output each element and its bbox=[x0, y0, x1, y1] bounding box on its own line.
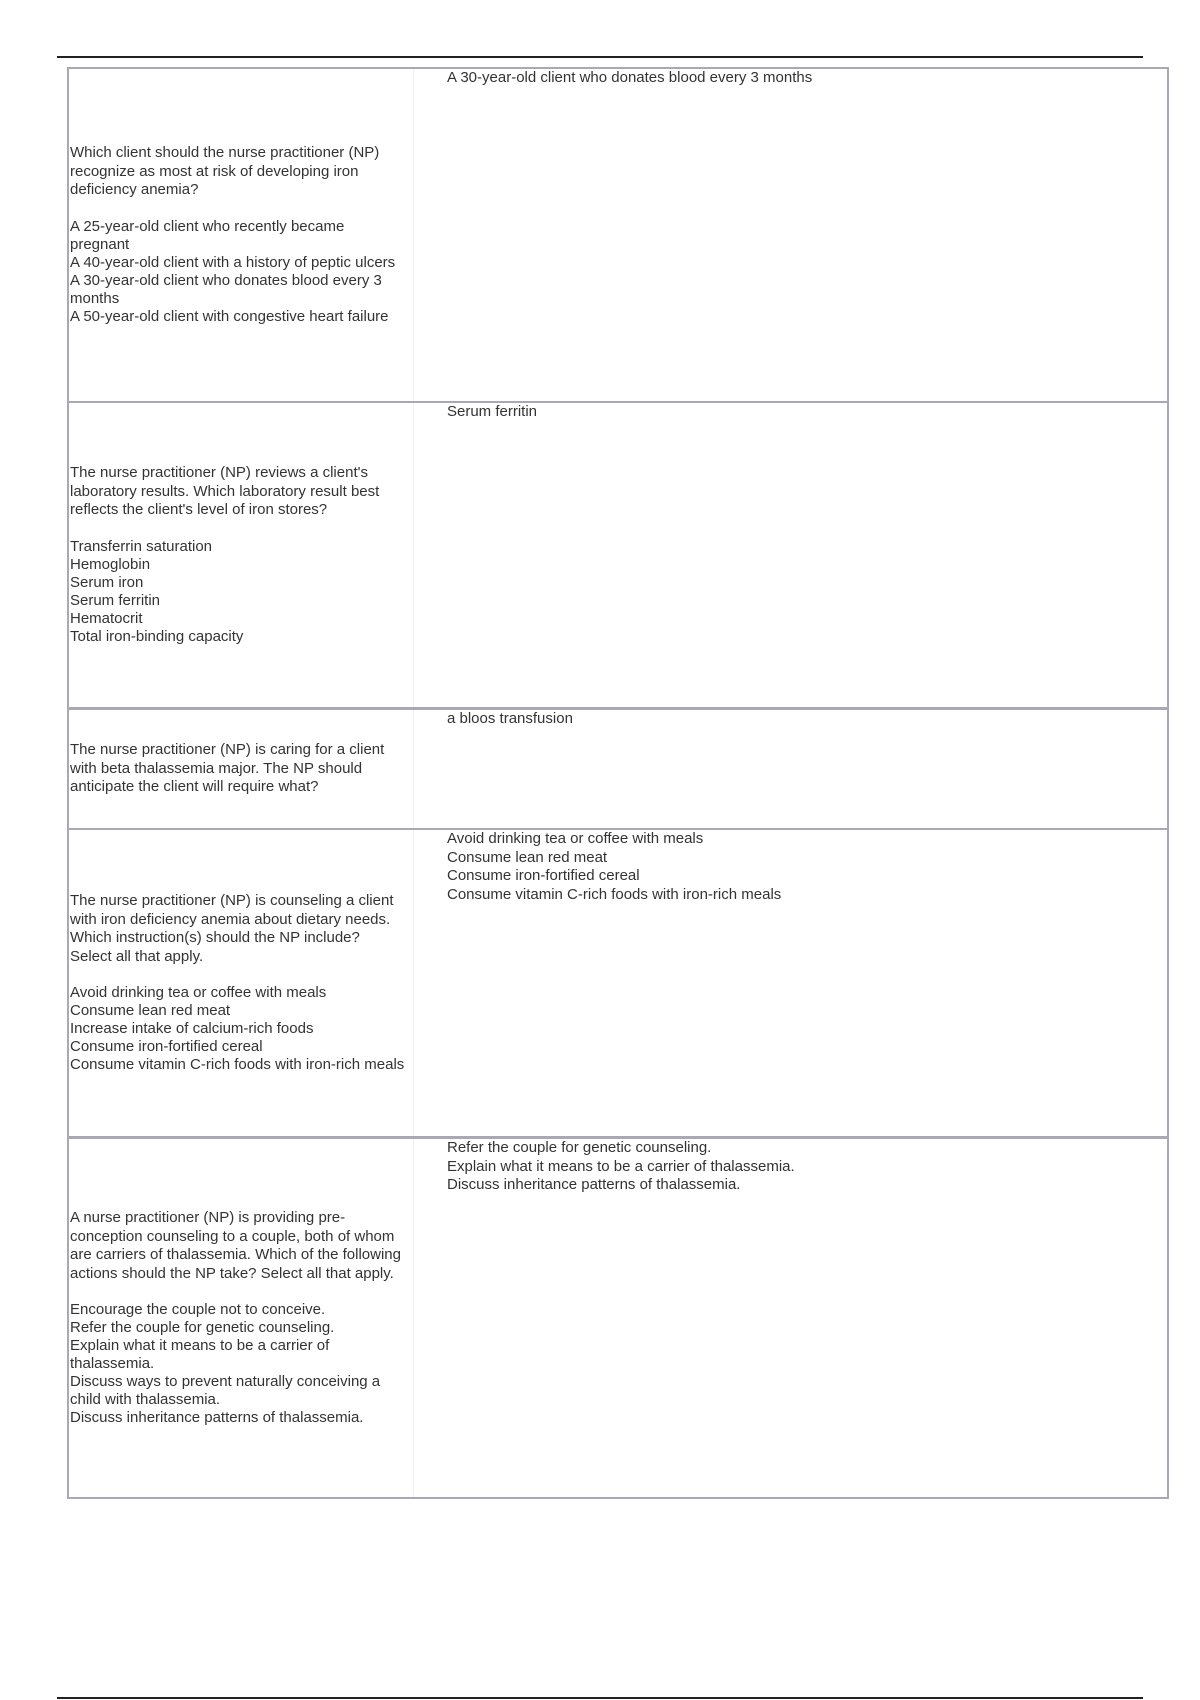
correct-answer: a bloos transfusion bbox=[447, 710, 573, 727]
answer-option: Consume iron-fortified cereal bbox=[70, 1038, 263, 1055]
answer-option: Consume lean red meat bbox=[70, 1002, 231, 1019]
answer-option: Explain what it means to be a carrier of thalassemia. bbox=[70, 1337, 330, 1372]
answer-option: A 40-year-old client with a history of peptic ulcers bbox=[70, 253, 396, 271]
flashcard-definition bbox=[447, 710, 1157, 729]
answer-option: Encourage the couple not to conceive. bbox=[70, 1301, 326, 1318]
answer-option: Hematocrit bbox=[70, 609, 143, 627]
flashcard-row bbox=[69, 1139, 1167, 1497]
flashcard-term bbox=[69, 1139, 414, 1497]
answer-option: Discuss ways to prevent naturally conceiving a child with thalassemia. bbox=[70, 1373, 381, 1408]
correct-answer: Consume iron-fortified cereal bbox=[447, 867, 640, 884]
correct-answer: Consume lean red meat bbox=[447, 848, 608, 866]
answer-option: A 25-year-old client who recently became pregnant bbox=[70, 217, 345, 253]
answer-option: Increase intake of calcium-rich foods bbox=[70, 1020, 314, 1037]
answer-option: A 50-year-old client with congestive heart failure bbox=[70, 307, 389, 325]
flashcard-definition bbox=[447, 1139, 1157, 1195]
flashcard-term bbox=[69, 710, 414, 828]
flashcard-term bbox=[69, 403, 414, 707]
correct-answer: A 30-year-old client who donates blood every 3 months bbox=[447, 69, 813, 86]
flashcard-row bbox=[69, 830, 1167, 1139]
top-rule bbox=[57, 56, 1143, 58]
answer-option: A 30-year-old client who donates blood every 3 months bbox=[70, 271, 382, 307]
flashcard-row bbox=[69, 403, 1167, 710]
question-text: The nurse practitioner (NP) is caring for a client with beta thalassemia major. The NP should anticipate the client will require what? bbox=[70, 741, 385, 796]
correct-answer: Refer the couple for genetic counseling. bbox=[447, 1139, 712, 1156]
question-text: A nurse practitioner (NP) is providing pre-conception counseling to a couple, both of whom are carriers of thalassemia. Which of the following actions should the NP take? Select all that apply. bbox=[70, 1209, 401, 1282]
answer-option: Hemoglobin bbox=[70, 555, 151, 573]
answer-option: Serum ferritin bbox=[70, 591, 161, 609]
flashcard-row bbox=[69, 710, 1167, 830]
answer-option: Discuss inheritance patterns of thalassemia. bbox=[70, 1409, 364, 1426]
flashcard-row bbox=[69, 69, 1167, 403]
answer-option: Total iron-binding capacity bbox=[70, 627, 244, 645]
correct-answer: Explain what it means to be a carrier of thalassemia. bbox=[447, 1157, 795, 1175]
flashcard-term bbox=[69, 830, 414, 1136]
correct-answer: Discuss inheritance patterns of thalassemia. bbox=[447, 1176, 741, 1193]
answer-option: Consume vitamin C-rich foods with iron-rich meals bbox=[70, 1056, 405, 1073]
correct-answer: Consume vitamin C-rich foods with iron-rich meals bbox=[447, 885, 782, 903]
correct-answer: Serum ferritin bbox=[447, 403, 538, 420]
flashcard-definition bbox=[447, 403, 1157, 422]
question-text: The nurse practitioner (NP) reviews a client's laboratory results. Which laboratory result best reflects the client's level of iron stores? bbox=[70, 464, 380, 519]
answer-option: Refer the couple for genetic counseling. bbox=[70, 1319, 335, 1336]
answer-option: Serum iron bbox=[70, 573, 144, 591]
flashcard-table bbox=[67, 67, 1169, 1499]
bottom-rule bbox=[57, 1697, 1143, 1699]
answer-option: Transferrin saturation bbox=[70, 537, 213, 555]
flashcard-term bbox=[69, 69, 414, 401]
question-text: Which client should the nurse practitioner (NP) recognize as most at risk of developing iron deficiency anemia? bbox=[70, 144, 380, 199]
answer-option: Avoid drinking tea or coffee with meals bbox=[70, 984, 327, 1001]
question-text: The nurse practitioner (NP) is counseling a client with iron deficiency anemia about dietary needs. Which instruction(s) should the NP include? Select all that apply. bbox=[70, 892, 394, 965]
flashcard-definition bbox=[447, 69, 1157, 88]
correct-answer: Avoid drinking tea or coffee with meals bbox=[447, 830, 704, 847]
flashcard-definition bbox=[447, 830, 1157, 904]
